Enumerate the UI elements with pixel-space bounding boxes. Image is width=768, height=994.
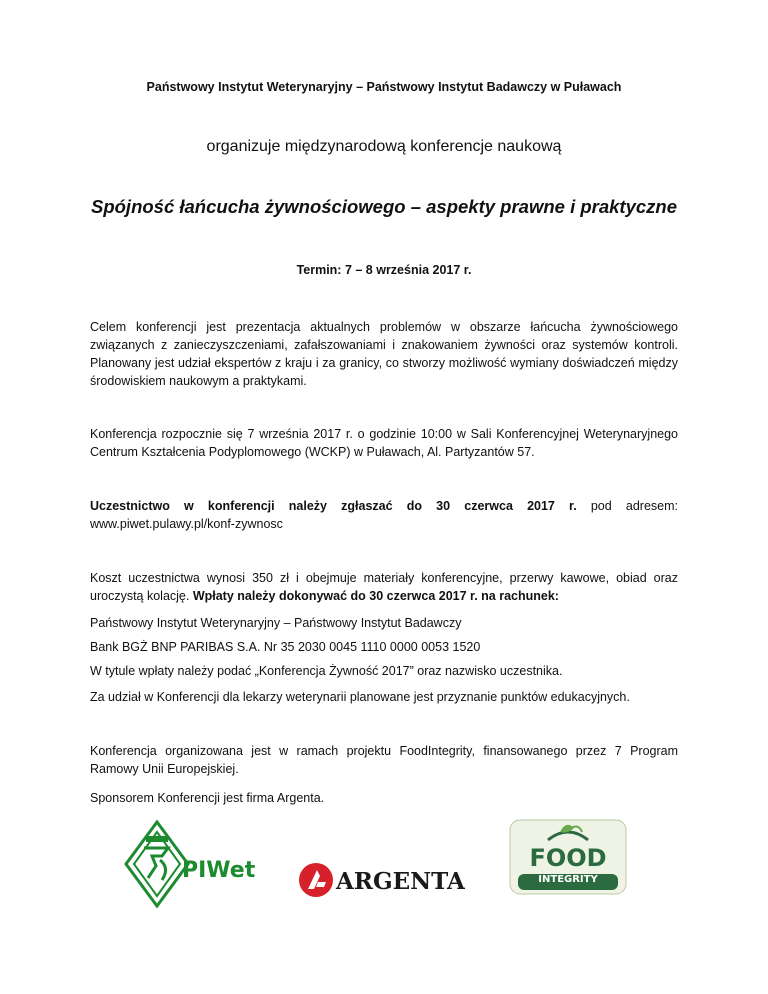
institute-header: Państwowy Instytut Weterynaryjny – Państwowy Instytut Badawczy w Puławach: [146, 80, 622, 94]
piwet-wordmark: PIWet: [182, 858, 256, 883]
conference-title: Spójność łańcucha żywnościowego – aspekty prawne i praktyczne: [90, 196, 678, 217]
purpose-paragraph: Celem konferencji jest prezentacja aktualnych problemów w obszarze łańcucha żywnościowego związanych z zanieczyszczeniami, zafałszowaniami i znakowaniem żywności oraz systemów kontroli. Planowany jest udział ekspertów z kraju i za granicy, co stworzy możliwość wymiany doświadczeń między środowiskiem naukowym a praktykami.: [90, 320, 678, 388]
sponsor-line: Sponsorem Konferencji jest firma Argenta.: [90, 791, 325, 805]
food-integrity-logo: [508, 818, 628, 896]
argenta-wordmark: ARGENTA: [336, 868, 465, 895]
registration-address-label: pod adresem:: [576, 499, 678, 513]
payment-title-line: W tytule wpłaty należy podać „Konferencja Żywność 2017” oraz nazwisko uczestnika.: [90, 664, 563, 678]
fee-text: Koszt uczestnictwa wynosi 350 zł i obejmuje materiały konferencyjne, przerwy kawowe, obiad oraz uroczystą kolację.: [90, 571, 678, 603]
organizes-line: organizuje międzynarodową konferencje naukową: [206, 138, 562, 155]
venue-paragraph: Konferencja rozpocznie się 7 września 2017 r. o godzinie 10:00 w Sali Konferencyjnej Weterynaryjnego Centrum Kształcenia Podyplomowego (WCKP) w Puławach, Al. Partyzantów 57.: [90, 427, 678, 459]
food-wordmark: FOOD: [529, 844, 607, 872]
integrity-wordmark: INTEGRITY: [538, 874, 598, 885]
registration-url[interactable]: www.piwet.pulawy.pl/konf-zywnosc: [90, 517, 283, 531]
bank-account-line: Bank BGŻ BNP PARIBAS S.A. Nr 35 2030 0045 1110 0000 0053 1520: [90, 640, 481, 654]
project-paragraph: Konferencja organizowana jest w ramach projektu FoodIntegrity, finansowanego przez 7 Program Ramowy Unii Europejskiej.: [90, 744, 678, 776]
argenta-logo: [298, 862, 465, 898]
conference-dates: Termin: 7 – 8 września 2017 r.: [296, 263, 472, 277]
fee-paragraph: [90, 569, 678, 605]
registration-deadline: Uczestnictwo w konferencji należy zgłaszać do 30 czerwca 2017 r.: [90, 499, 577, 513]
payment-deadline: Wpłaty należy dokonywać do 30 czerwca 2017 r. na rachunek:: [192, 589, 559, 603]
piwet-logo: [122, 818, 282, 910]
education-points-line: Za udział w Konferencji dla lekarzy weterynarii planowane jest przyznanie punktów edukacyjnych.: [90, 690, 630, 704]
payee-line: Państwowy Instytut Weterynaryjny – Państwowy Instytut Badawczy: [90, 616, 462, 630]
argenta-emblem-icon: [298, 862, 334, 898]
registration-paragraph: [90, 497, 678, 533]
